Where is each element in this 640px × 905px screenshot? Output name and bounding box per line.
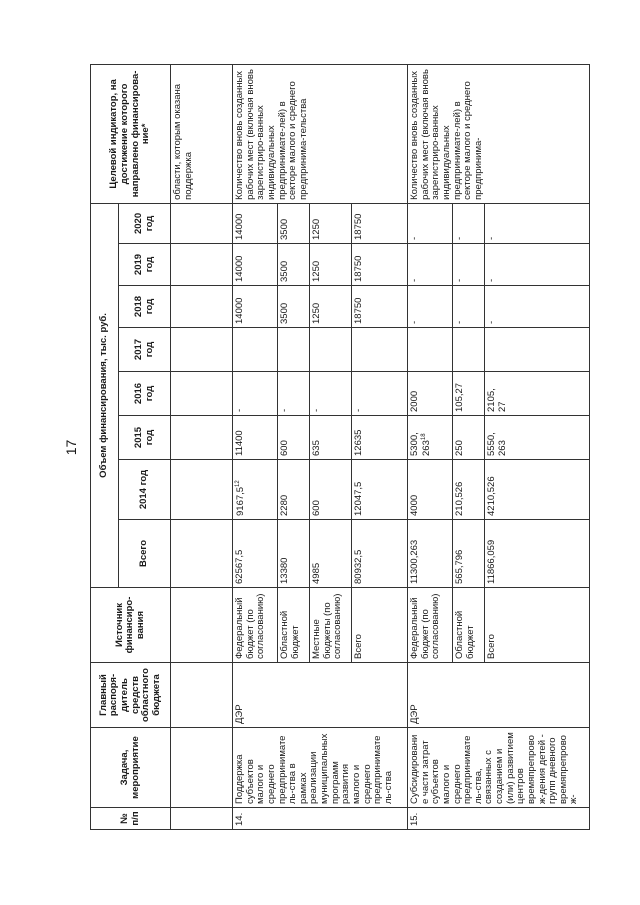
continuation-indicator: области, которым оказана поддержка <box>171 64 233 203</box>
cell-2020: 14000 <box>233 203 278 243</box>
cell-2019: - <box>485 244 590 286</box>
header-source: Источник финансиро-вания <box>91 588 171 663</box>
cell-2019: 14000 <box>233 244 278 286</box>
cell-2014: 600 <box>310 460 352 520</box>
cell-2015: 12635 <box>352 416 408 460</box>
cell-2018: 18750 <box>352 286 408 328</box>
cell-2016: 2000 <box>408 372 453 416</box>
header-year: 2017 год <box>119 328 171 372</box>
page-number: 17 <box>63 439 79 456</box>
cell-2017 <box>278 328 310 372</box>
cell-2019: - <box>408 244 453 286</box>
cell-total: 565,796 <box>453 520 485 588</box>
cell-2014: 9167,5$^{12}$ <box>233 460 278 520</box>
table-row <box>408 64 453 829</box>
cell-2019: - <box>453 244 485 286</box>
cell-2017 <box>233 328 278 372</box>
cell-2019: 18750 <box>352 244 408 286</box>
header-year: 2018 год <box>119 286 171 328</box>
cell-2017 <box>453 328 485 372</box>
cell-2020: - <box>408 203 453 243</box>
cell-2014: 210,526 <box>453 460 485 520</box>
header-task: Задача, мероприятие <box>91 728 171 808</box>
header-no: № п/п <box>91 808 171 830</box>
row-manager: ДЭР <box>233 663 408 728</box>
row-no: 14. <box>233 808 408 830</box>
cell-2015: 600 <box>278 416 310 460</box>
source-name: Всего <box>485 588 590 663</box>
source-name: Областной бюджет <box>278 588 310 663</box>
header-year: 2019 год <box>119 244 171 286</box>
header-year: 2020 год <box>119 203 171 243</box>
cell-2016: - <box>352 372 408 416</box>
header-total: Всего <box>119 520 171 588</box>
row-indicator: Количество вновь созданных рабочих мест (включая вновь зарегистриро-ванных индивидуальных предпринимате-лей) в секторе малого и среднего предпринима-тельства <box>233 64 408 203</box>
cell-2014: 4210,526 <box>485 460 590 520</box>
cell-total: 62567,5 <box>233 520 278 588</box>
footnote-ref: 18 <box>420 433 427 441</box>
cell-2015: 5550, 263 <box>485 416 590 460</box>
cell-total: 11866,059 <box>485 520 590 588</box>
cell-2017 <box>310 328 352 372</box>
cell-total: 80932,5 <box>352 520 408 588</box>
cell-2020: - <box>453 203 485 243</box>
row-task: Поддержка субъектов малого и среднего предприниматель-ства в рамках реализации муниципальных программ развития малого и среднего предприниматель-ства <box>233 728 408 808</box>
cell-2017 <box>408 328 453 372</box>
row-no: 15. <box>408 808 590 830</box>
cell-2015: 5300, $263^{18}$ <box>408 416 453 460</box>
financing-table <box>90 64 590 830</box>
header-year: 2015 год <box>119 416 171 460</box>
cell-2014: 12047,5 <box>352 460 408 520</box>
source-name: Федеральный бюджет (по согласованию) <box>408 588 453 663</box>
cell-2014: 2280 <box>278 460 310 520</box>
continuation-row <box>171 64 233 829</box>
cell-2020: 3500 <box>278 203 310 243</box>
source-name: Федеральный бюджет (по согласованию) <box>233 588 278 663</box>
cell-2018: 1250 <box>310 286 352 328</box>
cell-2020: 18750 <box>352 203 408 243</box>
cell-2016: 105,27 <box>453 372 485 416</box>
cell-2019: 1250 <box>310 244 352 286</box>
cell-2017 <box>485 328 590 372</box>
source-name: Местные бюджеты (по согласованию) <box>310 588 352 663</box>
cell-2016: - <box>233 372 278 416</box>
source-name: Всего <box>352 588 408 663</box>
row-indicator: Количество вновь созданных рабочих мест (включая вновь зарегистриро-ванных индивидуальных предпринимате-лей) в секторе малого и среднего предпринима- <box>408 64 590 203</box>
header-year: 2016 год <box>119 372 171 416</box>
header-funding: Объем финансирования, тыс. руб. <box>91 203 119 587</box>
rotated-page <box>63 65 590 830</box>
header-manager: Главный распоря-дитель средств областного бюджета <box>91 663 171 728</box>
cell-2015: 635 <box>310 416 352 460</box>
cell-total: 11300,263 <box>408 520 453 588</box>
header-indicator: Целевой индикатор, на достижение которого направлено финансирова-ние* <box>91 64 171 203</box>
cell-total: 13380 <box>278 520 310 588</box>
cell-2018: - <box>485 286 590 328</box>
cell-2018: 14000 <box>233 286 278 328</box>
header-year: 2014 год <box>119 460 171 520</box>
cell-total: 4985 <box>310 520 352 588</box>
cell-2018: - <box>453 286 485 328</box>
footnote-ref: 12 <box>235 480 241 487</box>
cell-2016: - <box>310 372 352 416</box>
source-name: Областной бюджет <box>453 588 485 663</box>
cell-2019: 3500 <box>278 244 310 286</box>
cell-2016: 2105, 27 <box>485 372 590 416</box>
cell-2015: 11400 <box>233 416 278 460</box>
cell-2015: 250 <box>453 416 485 460</box>
cell-2016: - <box>278 372 310 416</box>
cell-2020: 1250 <box>310 203 352 243</box>
table-row <box>233 64 278 829</box>
cell-2014: 4000 <box>408 460 453 520</box>
row-manager: ДЭР <box>408 663 590 728</box>
cell-2020: - <box>485 203 590 243</box>
cell-2017 <box>352 328 408 372</box>
row-task: Субсидирование части затрат субъектов малого и среднего предприниматель-ства, связанных с созданием и (или) развитием центров времяпрепровож-дения детей - групп дневного времяпрепровож- <box>408 728 590 808</box>
cell-2018: 3500 <box>278 286 310 328</box>
cell-2018: - <box>408 286 453 328</box>
